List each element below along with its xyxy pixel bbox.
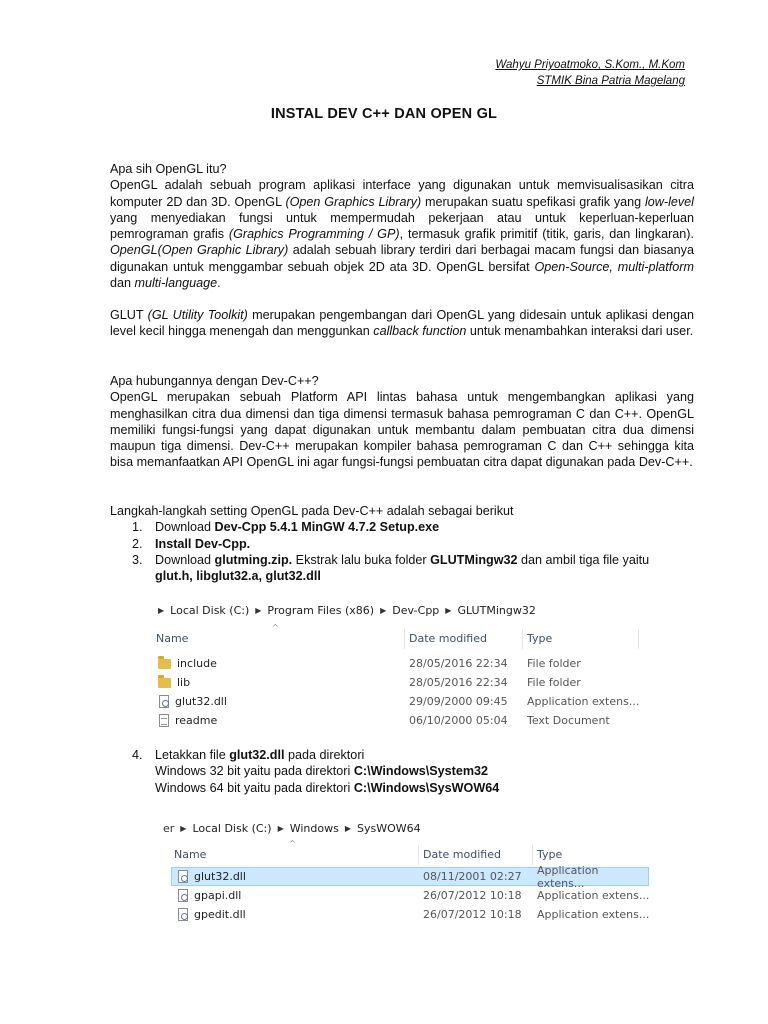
step-4: 4. Letakkan file glut32.dll pada direktori Windows 32 bit yaitu pada direktori C:\Windows\System32 Windows 64 bit yaitu pada direktori C:\Windows\SysWOW64 [132,748,500,795]
header-date[interactable]: Date modified [423,848,501,861]
step-3: 3. Download glutming.zip. Ekstrak lalu buka folder GLUTMingw32 dan ambil tiga file yaitu glut.h, libglut32.a, glut32.dll [132,552,650,584]
breadcrumb-program-files[interactable]: Program Files (x86) [267,603,375,617]
sort-caret-icon: ^ [272,623,279,632]
chevron-right-icon: ▶ [180,823,187,833]
author-block [495,57,685,89]
document-title: INSTAL DEV C++ DAN OPEN GL [270,106,498,122]
chevron-right-icon: ▶ [277,823,284,833]
breadcrumb-syswow64[interactable]: SysWOW64 [356,821,421,835]
file-row[interactable]: glut32.dll 29/09/2000 09:45 Application extens... [150,692,640,711]
paragraph-glut: GLUT (GL Utility Toolkit) merupakan pengembangan dari OpenGL yang didesain untuk aplikasi dengan level kecil hingga menengah dan menggunkan callback function untuk menambahkan interaksi dari user. [110,308,694,339]
opengl-description: OpenGL adalah sebuah program aplikasi interface yang digunakan untuk memvisualisasikan citra komputer 2D dan 3D. OpenGL (Open Graphics Library) merupakan suatu spefikasi grafik yang low-level yang menyediakan fungsi untuk mempermudah pekerjaan atau untuk keperluan-keperluan pemrograman grafis (Graphics Programming / GP), termasuk grafik primitif (titik, garis, dan lingkaran). OpenGL(Open Graphic Library) adalah sebuah library terdiri dari berbagai macam fungsi dan biasanya digunakan untuk menggambar sebuah objek 2D ata 3D. OpenGL bersifat Open-Source, multi-platform dan multi-language. [110,178,694,291]
explorer-syswow64 [163,814,653,934]
chevron-right-icon: ▶ [344,823,351,833]
header-type[interactable]: Type [527,632,553,645]
folder-icon [158,659,171,669]
breadcrumb-windows[interactable]: Windows [289,821,339,835]
explorer-glutmingw32 [150,596,640,736]
chevron-right-icon: ▶ [380,605,387,615]
question-devcpp: Apa hubungannya dengan Dev-C++? [110,374,319,388]
breadcrumb-dev-cpp[interactable]: Dev-Cpp [392,603,440,617]
file-row[interactable]: gpapi.dll 26/07/2012 10:18 Application extens... [163,886,653,905]
author-name: Wahyu Priyoatmoko, S.Kom., M.Kom [495,59,685,71]
header-name[interactable]: Name [174,848,207,861]
step-4-block [110,747,694,796]
question-opengl: Apa sih OpenGL itu? [110,162,227,176]
breadcrumb-glutmingw32[interactable]: GLUTMingw32 [457,603,536,617]
file-row[interactable]: include 28/05/2016 22:34 File folder [150,654,640,673]
breadcrumb-truncated[interactable]: er [163,821,175,835]
chevron-right-icon: ▶ [255,605,262,615]
header-name[interactable]: Name [156,632,189,645]
steps-list [110,519,694,584]
file-row[interactable]: gpedit.dll 26/07/2012 10:18 Application extens... [163,905,653,924]
header-type[interactable]: Type [537,848,563,861]
dll-file-icon [159,695,169,708]
step-1: 1. Download Dev-Cpp 5.4.1 MinGW 4.7.2 Setup.exe [132,520,440,535]
steps-section [110,503,694,584]
paragraph-devcpp [110,373,694,471]
header-date[interactable]: Date modified [409,632,487,645]
folder-icon [158,678,171,688]
breadcrumb-local-disk[interactable]: Local Disk (C:) [170,603,250,617]
steps-intro: Langkah-langkah setting OpenGL pada Dev-C++ adalah sebagai berikut [110,504,514,518]
file-row-selected[interactable]: glut32.dll 08/11/2001 02:27 Application extens... [171,867,649,886]
file-row[interactable]: readme 06/10/2000 05:04 Text Document [150,711,640,730]
chevron-right-icon: ▶ [158,605,165,615]
text-file-icon [159,714,169,727]
sort-caret-icon: ^ [289,839,296,848]
breadcrumb [163,818,421,838]
dll-file-icon [178,889,188,902]
dll-file-icon [178,908,188,921]
author-institution: STMIK Bina Patria Magelang [536,75,685,87]
chevron-right-icon: ▶ [445,605,452,615]
dll-file-icon [178,870,188,883]
paragraph-opengl [110,161,694,291]
breadcrumb-local-disk[interactable]: Local Disk (C:) [192,821,272,835]
breadcrumb [158,600,536,620]
step-2: 2. Install Dev-Cpp. [132,536,251,551]
column-header [150,623,640,651]
file-row[interactable]: lib 28/05/2016 22:34 File folder [150,673,640,692]
devcpp-description: OpenGL merupakan sebuah Platform API lintas bahasa untuk mengembangkan aplikasi yang menghasilkan citra dua dimensi dan tiga dimensi termasuk bahasa pemrograman C dan C++. OpenGL memiliki fungsi-fungsi yang dapat digunakan untuk membantu dalam pembuatan citra dua dimensi maupun tiga dimensi. Dev-C++ merupakan kompiler bahasa pemrograman C dan C++ sehingga kita bisa memanfaatkan API OpenGL ini agar fungsi-fungsi pembuatan citra dapat digunakan pada Dev-C++. [110,390,694,470]
